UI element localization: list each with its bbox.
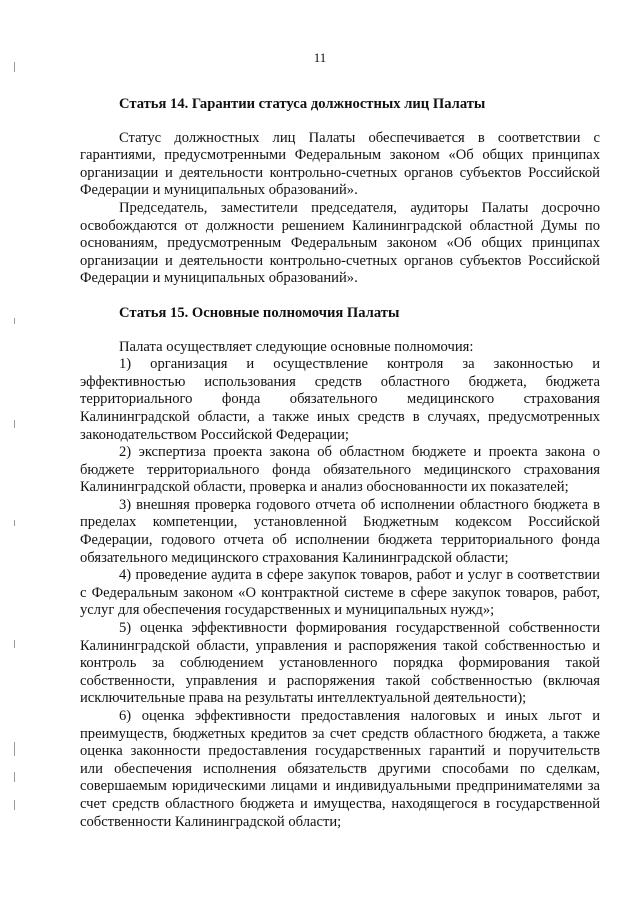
paragraph: Статус должностных лиц Палаты обеспечивается в соответствии с гарантиями, предусмотренными Федеральным законом «Об общих принципах организации и деятельности контрольно-счетных органов субъектов Российской Федерации и муниципальных образований». [80,129,600,199]
list-item: 2) экспертиза проекта закона об областном бюджете и проекта закона о бюджете территориального фонда обязательного медицинского страхования Калининградской области, проверка и анализ обоснованности их показателей; [80,444,600,496]
scan-edge-mark [14,640,15,648]
article-heading: Статья 14. Гарантии статуса должностных лиц Палаты [119,96,486,112]
article-heading: Статья 15. Основные полномочия Палаты [119,304,400,321]
list-item: 3) внешняя проверка годового отчета об исполнении областного бюджета в пределах компетенции, установленной Бюджетным кодексом Российской Федерации, годового отчета об исполнении бюджета территориального фонда обязательного медицинского страхования Калининградской области; [80,496,600,566]
article-14 [80,96,600,288]
list-item: 1) организация и осуществление контроля за законностью и эффективностью использования средств областного бюджета, бюджета территориального фонда обязательного медицинского страхования Калининградской области, а также иных средств в случаях, предусмотренных законодательством Российской Федерации; [80,356,600,443]
list-item: 5) оценка эффективности формирования государственной собственности Калининградской области, управления и распоряжения такой собственностью и контроль за соблюдением установленного порядка формирования такой собственности, управления и распоряжения такой собственностью (включая исключительные права на результаты интеллектуальной деятельности); [80,620,600,707]
article-15 [80,305,600,831]
page-number: 11 [313,50,327,65]
list-item: 4) проведение аудита в сфере закупок товаров, работ и услуг в соответствии с Федеральным законом «О контрактной системе в сфере закупок товаров, работ, услуг для обеспечения государственных и муниципальных нужд»; [80,567,600,619]
scan-edge-mark [14,520,15,526]
document-body [80,96,600,831]
scan-edge-mark [14,318,15,324]
scan-edge-mark [14,420,15,428]
scan-edge-mark [14,800,15,810]
list-item: 6) оценка эффективности предоставления налоговых и иных льгот и преимуществ, бюджетных кредитов за счет средств областного бюджета, а также оценка законности предоставления государственных гарантий и поручительств или обеспечения исполнения обязательств другими способами по сделкам, совершаемым юридическими лицами и индивидуальными предпринимателями за счет средств областного бюджета и имущества, находящегося в государственной собственности Калининградской области; [80,708,600,830]
paragraph: Палата осуществляет следующие основные полномочия: [119,338,474,355]
paragraph: Председатель, заместители председателя, аудиторы Палаты досрочно освобождаются от должности решением Калининградской областной Думы по основаниям, предусмотренным Федеральным законом «Об общих принципах организации и деятельности контрольно-счетных органов субъектов Российской Федерации и муниципальных образований». [80,199,600,287]
scan-edge-mark [14,742,15,756]
scan-edge-mark [14,772,15,782]
